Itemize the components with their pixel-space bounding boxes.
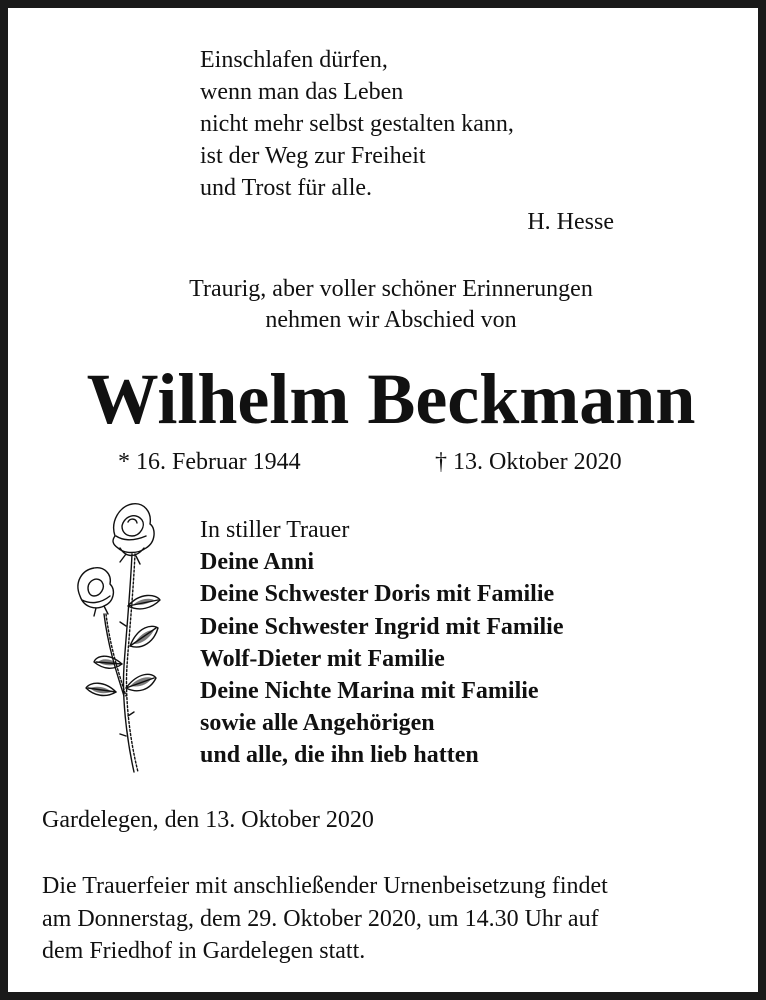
intro-text: [38, 274, 744, 336]
poem-line: Einschlafen dürfen,: [200, 47, 388, 73]
death-date: † 13. Oktober 2020: [435, 449, 622, 475]
ceremony-line: am Donnerstag, dem 29. Oktober 2020, um 14.30 Uhr auf: [42, 905, 599, 932]
place-and-date: Gardelegen, den 13. Oktober 2020: [42, 807, 374, 833]
mourner-name: Wolf-Dieter mit Familie: [200, 645, 445, 672]
mourner-name: sowie alle Angehörigen: [200, 710, 435, 737]
birth-date: * 16. Februar 1944: [118, 449, 301, 475]
mourners-heading: In stiller Trauer: [200, 517, 350, 543]
poem-line: nicht mehr selbst gestalten kann,: [200, 111, 514, 137]
intro-line-1: Traurig, aber voller schöner Erinnerungen: [189, 276, 593, 302]
poem-author: H. Hesse: [527, 209, 614, 235]
mourners-block: [200, 514, 740, 772]
poem-line: ist der Weg zur Freiheit: [200, 143, 426, 169]
ceremony-line: dem Friedhof in Gardelegen statt.: [42, 938, 366, 964]
deceased-name: Wilhelm Beckmann: [86, 359, 696, 439]
mourner-name: Deine Schwester Doris mit Familie: [200, 581, 555, 608]
poem-line: wenn man das Leben: [200, 79, 404, 105]
mourner-name: Deine Anni: [200, 549, 315, 576]
mourner-name: Deine Nichte Marina mit Familie: [200, 678, 539, 705]
poem-block: [200, 44, 630, 238]
poem-line: und Trost für alle.: [200, 175, 373, 201]
rose-icon: [60, 496, 176, 776]
ceremony-line: Die Trauerfeier mit anschließender Urnenbeisetzung findet: [42, 873, 608, 899]
ceremony-notice: [42, 870, 744, 968]
intro-line-2: nehmen wir Abschied von: [265, 307, 517, 333]
mourner-name: und alle, die ihn lieb hatten: [200, 742, 479, 769]
mourner-name: Deine Schwester Ingrid mit Familie: [200, 613, 564, 640]
